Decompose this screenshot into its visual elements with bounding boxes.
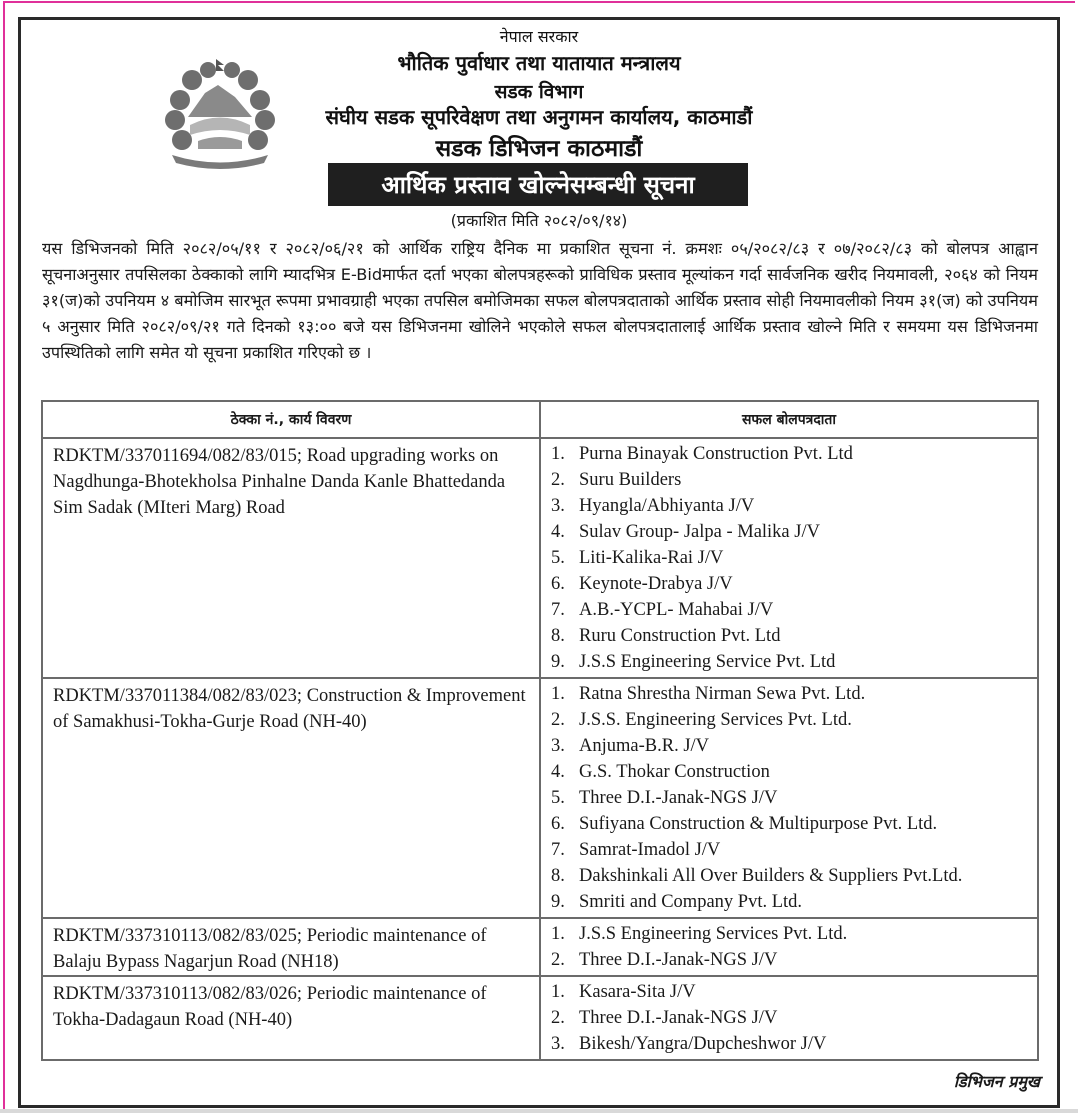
list-item: 4. G.S. Thokar Construction [551,762,770,782]
list-item: 8. Dakshinkali All Over Builders & Suppliers Pvt.Ltd. [551,866,963,886]
list-item: 3. Anjuma-B.R. J/V [551,736,710,756]
list-item: 1. Ratna Shrestha Nirman Sewa Pvt. Ltd. [551,684,866,704]
bidder-list [551,681,1029,915]
list-item: 6. Sufiyana Construction & Multipurpose Pvt. Ltd. [551,814,938,834]
list-item: 1. Kasara-Sita J/V [551,982,696,1002]
bidder-list-cell [540,438,1038,678]
list-item: 2. Three D.I.-Janak-NGS J/V [551,1008,778,1028]
list-item: 2. J.S.S. Engineering Services Pvt. Ltd. [551,710,852,730]
table-row [42,976,1038,1060]
table-row [42,438,1038,678]
bidder-list [551,921,1029,973]
bidders-table [41,400,1039,1061]
bidder-list-cell [540,976,1038,1060]
contract-description: RDKTM/337310113/082/83/026; Periodic maintenance of Tokha-Dadagaun Road (NH-40) [42,976,540,1060]
department-name: सडक विभाग [494,81,584,103]
header-contract-description: ठेक्का नं., कार्य विवरण [42,401,540,438]
contract-description: RDKTM/337011384/082/83/023; Construction & Improvement of Samakhusi-Tokha-Gurje Road (NH-40) [42,678,540,918]
list-item: 2. Three D.I.-Janak-NGS J/V [551,950,778,970]
contract-description: RDKTM/337011694/082/83/015; Road upgrading works on Nagdhunga-Bhotekholsa Pinhalne Danda Kanle Bhattedanda Sim Sadak (MIteri Marg) Road [42,438,540,678]
bidder-list-cell [540,918,1038,976]
list-item: 2. Suru Builders [551,470,682,490]
list-item: 8. Ruru Construction Pvt. Ltd [551,626,781,646]
table-row [42,918,1038,976]
notice-body: यस डिभिजनको मिति २०८२/०५/११ र २०८२/०६/२१ को आर्थिक राष्ट्रिय दैनिक मा प्रकाशित सूचना नं. क्रमशः ०५/२०८२/८३ र ०७/२०८२/८३ को बोलपत्र आह्वान सूचनाअनुसार तपसिलका ठेक्काको लागि म्यादभित्र E-Bidमार्फत दर्ता भएका बोलपत्रहरूको प्राविधिक प्रस्ताव मूल्यांकन गर्दा सार्वजनिक खरीद नियमावली, २०६४ को नियम ३१(ज)को उपनियम ४ बमोजिम सारभूत रूपमा प्रभावग्राही भएका तपसिल बमोजिमका सफल बोलपत्रदाताको आर्थिक प्रस्ताव सोही नियमावलीको नियम ३१(ज) को उपनियम ५ अनुसार मिति २०८२/०९/२१ गते दिनको १३:०० बजे यस डिभिजनमा खोलिने भएकोले सफल बोलपत्रदातालाई आर्थिक प्रस्ताव खोल्ने मिति र समयमा यस डिभिजनमा उपस्थितिको लागि समेत यो सूचना प्रकाशित गरिएको छ । [42,239,1038,362]
division-name: सडक डिभिजन काठमाडौं [435,136,643,162]
office-name: संघीय सडक सूपरिवेक्षण तथा अनुगमन कार्यालय, काठमाडौं [325,105,753,129]
government-name: नेपाल सरकार [499,27,579,46]
notice-title: आर्थिक प्रस्ताव खोल्नेसम्बन्धी सूचना [328,163,748,206]
list-item: 7. Samrat-Imadol J/V [551,840,721,860]
list-item: 3. Bikesh/Yangra/Dupcheshwor J/V [551,1034,827,1054]
published-date: (प्रकाशित मिति २०८२/०९/१४) [450,211,628,230]
list-item: 6. Keynote-Drabya J/V [551,574,733,594]
bidder-list-cell [540,678,1038,918]
list-item: 1. Purna Binayak Construction Pvt. Ltd [551,444,853,464]
list-item: 7. A.B.-YCPL- Mahabai J/V [551,600,774,620]
list-item: 5. Three D.I.-Janak-NGS J/V [551,788,778,808]
bidder-list [551,979,1029,1057]
list-item: 3. Hyangla/Abhiyanta J/V [551,496,755,516]
table-row [42,678,1038,918]
page-bottom-edge [0,1109,1078,1113]
header-successful-bidders: सफल बोलपत्रदाता [540,401,1038,438]
ministry-name: भौतिक पुर्वाधार तथा यातायात मन्त्रालय [397,51,681,75]
list-item: 4. Sulav Group- Jalpa - Malika J/V [551,522,820,542]
list-item: 1. J.S.S Engineering Services Pvt. Ltd. [551,924,848,944]
signature-division-chief: डिभिजन प्रमुख [953,1072,1040,1091]
table-header-row [42,401,1038,438]
list-item: 5. Liti-Kalika-Rai J/V [551,548,724,568]
bidder-list [551,441,1029,675]
list-item: 9. J.S.S Engineering Service Pvt. Ltd [551,652,836,672]
contract-description: RDKTM/337310113/082/83/025; Periodic maintenance of Balaju Bypass Nagarjun Road (NH18) [42,918,540,976]
list-item: 9. Smriti and Company Pvt. Ltd. [551,892,803,912]
